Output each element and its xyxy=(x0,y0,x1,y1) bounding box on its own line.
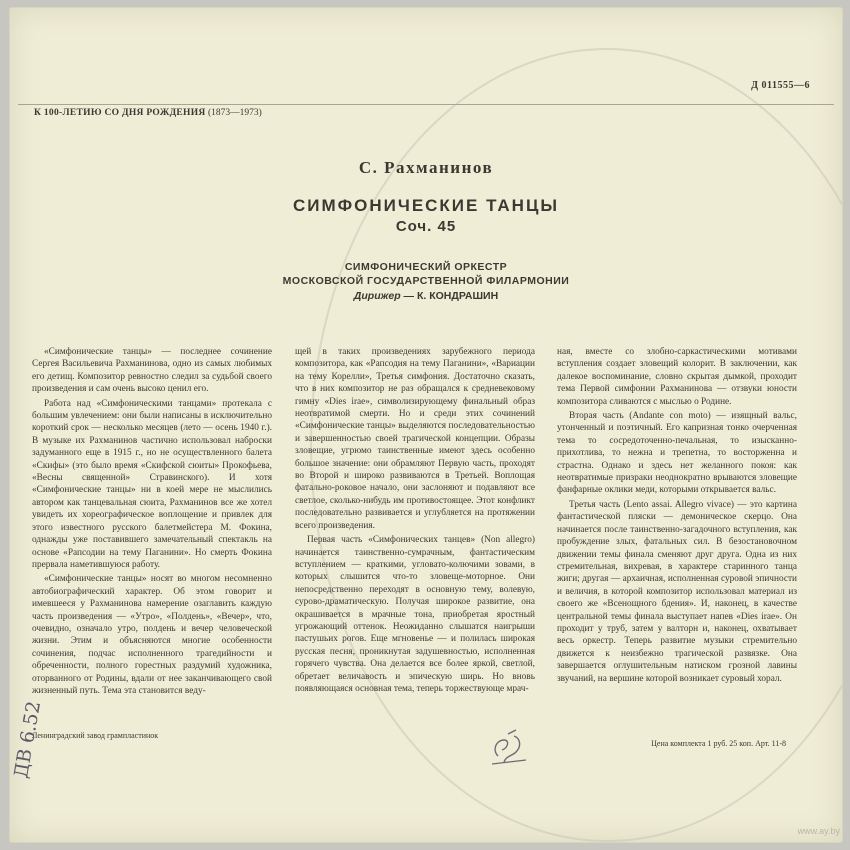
catalog-number: Д 011555—6 xyxy=(751,80,810,91)
conductor-dash: — xyxy=(400,290,417,302)
paragraph: Первая часть «Симфонических танцев» (Non allegro) начинается таинственно-сумрачным, фантастическим вступлением — краткими, угловато-колючими зовами, в которых слышится что-то зловеще-моторное. Они непосредственно переходят в основную тему, волевую, сурово-драматическую. Получая широкое развитие, она окрашивается в мрачные тона, приобретая яростный угрожающий оттенок. Неожиданно слышатся наигрыши пастушьих рогов. Еще мгновенье — и полилась широкая русская песня, проникнутая задушевностью, исполненная горячего чувства. Она делается все более яркой, светлой, обретает величавость и эпическую ширь. Но вновь появляющаяся основная тема, теперь торжествующе мрач- xyxy=(295,535,535,694)
handwritten-note-mid xyxy=(486,726,530,768)
opus-number: Соч. 45 xyxy=(395,218,457,235)
orchestra-line-1: СИМФОНИЧЕСКИЙ ОРКЕСТР xyxy=(344,261,508,273)
text-column-2 xyxy=(295,346,535,736)
conductor-name: К. КОНДРАШИН xyxy=(416,290,499,302)
anniversary-text: К 100-ЛЕТИЮ СО ДНЯ РОЖДЕНИЯ xyxy=(34,108,206,118)
header-divider xyxy=(18,104,834,105)
paragraph: Третья часть (Lento assai. Allegro vivace) — это картина фантастической пляски — демоническое скерцо. Она начинается после таинственно-загадочного вступления, как пробуждение злых, фатальных сил. В безостановочном движении темы финала сменяют друг друга. Одна из них стремительная, вихревая, в характере старинного танца жиги; другая — архаичная, исполненная суровой эпичности и величия, в которой композитор использовал материал из своего же «Всенощного бдения». И, наконец, в качестве центральной темы финала выступает напев «Dies irae». Он проходит у труб, затем у валторн и, наконец, охватывает весь оркестр. Теперь развитие музыки стремительно движется к неизбежно трагической развязке. Она завершается оглушительным натиском грозной лавины звучаний, на вершине которой возникает суровый хорал. xyxy=(557,499,797,684)
paragraph: Вторая часть (Andante con moto) — изящный вальс, утонченный и поэтичный. Его капризная тонко очерченная тема то сосредоточенно-печальная, то изысканно-прихотлива, то нежна и трепетна, то восторженна и страстна. Однако и здесь нет желанного покоя: как неотвратимые призраки неоднократно врываются зловещие фанфарные оклики меди, которыми открывается вальс. xyxy=(557,411,797,496)
price-note: Цена комплекта 1 руб. 25 коп. Арт. 11-8 xyxy=(651,739,786,748)
composer-name: С. Рахманинов xyxy=(358,158,494,177)
site-watermark: www.ay.by xyxy=(797,826,840,836)
anniversary-line xyxy=(34,108,262,118)
work-title: СИМФОНИЧЕСКИЕ ТАНЦЫ xyxy=(292,196,560,215)
text-column-1 xyxy=(32,346,272,736)
text-column-3 xyxy=(557,346,797,736)
anniversary-years: (1873—1973) xyxy=(207,108,262,118)
manufacturer-note: Ленинградский завод грампластинок xyxy=(32,731,159,740)
handwritten-note-left: ДВ 6.52 xyxy=(10,699,46,780)
paragraph: «Симфонические танцы» носят во многом несомненно автобиографический характер. Об этом говорит и имевшееся у Рахманинова намерение озаглавить каждую часть произведения — «Утро», «Полдень», «Вечер», что, очевидно, означало утро, полдень и вечер человеческой жизни. Этим и объясняются многие особенности сочинения, подчас исполненного трагедийности и обреченности, полного горестных раздумий художника, оторванного от Родины, вдали от нее заканчивающего свой жизненный путь. Тема эта становится веду- xyxy=(32,574,272,696)
orchestra-line-2: МОСКОВСКОЙ ГОСУДАРСТВЕННОЙ ФИЛАРМОНИИ xyxy=(282,275,570,287)
paragraph: щей в таких произведениях зарубежного периода композитора, как «Рапсодия на тему Паганини», «Вариации на тему Корелли», Третья симфония. Достаточно сказать, что в них композитор не раз обращался к средневековому гимну «Dies irae», символизирующему финальный образ неотвратимой смерти. Но и среди этих сочинений «Симфонические танцы» выделяются последовательностью и завершенностью своей трагической концепции. Образы зловещие, угрюмо таинственные имеют здесь особенно большое значение: они обрамляют Первую часть, проходят во Второй и широко развиваются в Третьей. Воплощая фатально-роковое начало, они заслоняют и подавляют все светлое, сколько-нибудь им противостоящее. Этот конфликт последовательно развивается и углубляется на протяжении всего произведения. xyxy=(295,347,535,531)
paragraph: ная, вместе со злобно-саркастическими мотивами вступления создает зловещий колорит. В заключении, как далекое воспоминание, словно скрытая дымкой, проходит тема Первой симфонии Рахманинова — отзвуки юности композитора сливаются с мыслью о Родине. xyxy=(557,347,797,407)
record-sleeve-back xyxy=(10,8,842,842)
conductor-role: Дирижер xyxy=(353,290,401,302)
paragraph: Работа над «Симфоническими танцами» протекала с большим увлечением: они были написаны в исключительно короткий срок — несколько месяцев (лето — осень 1940 г.). В музыке их Рахманинов частично использовал наброски задуманного еще в 1915 г., но не осуществленного балета «Скифы» (это было время «Скифской сюиты» Прокофьева, «Весны священной» Стравинского). И хотя «Симфонические танцы» ни в коей мере не мыслились автором как танцевальная сюита, Рахманинов все же хотел увидеть их хореографическое воплощение и привлек для этого известного русского балетмейстера М. Фокина, однажды уже поставившего замечательный спектакль на основе «Рапсодии на тему Паганини». Но смерть Фокина прервала наметившуюся работу. xyxy=(32,398,272,570)
paragraph: «Симфонические танцы» — последнее сочинение Сергея Васильевича Рахманинова, одно из самых любимых его детищ. Композитор ревностно следил за судьбой своего произведения и сам очень высоко ценил его. xyxy=(32,347,272,395)
conductor-line xyxy=(10,290,842,302)
